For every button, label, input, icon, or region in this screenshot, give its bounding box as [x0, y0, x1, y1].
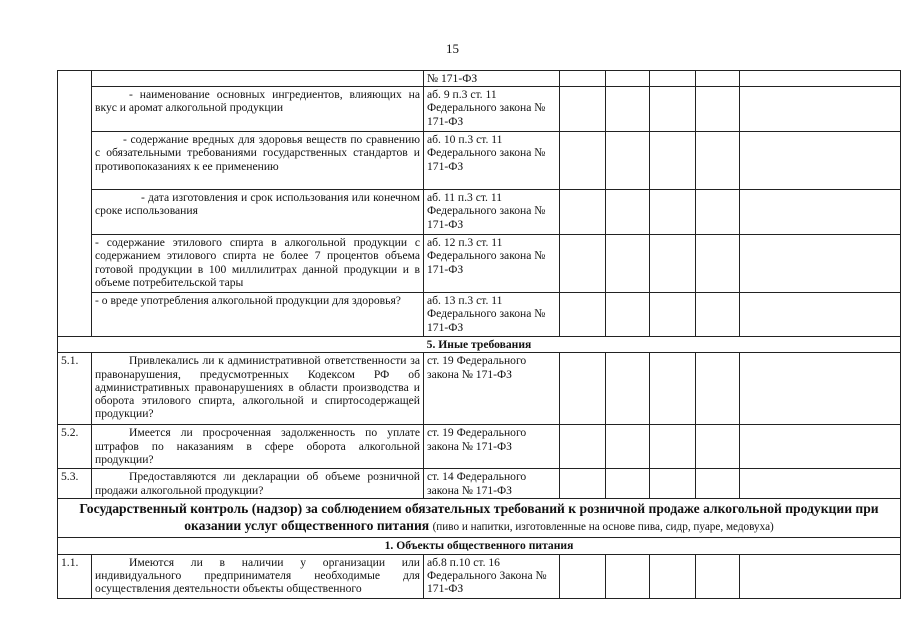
- answer-cell[interactable]: [696, 235, 740, 293]
- answer-no-cell[interactable]: [606, 353, 650, 425]
- answer-cell[interactable]: [696, 469, 740, 499]
- answer-na-cell[interactable]: [650, 554, 696, 598]
- comment-cell[interactable]: [740, 554, 901, 598]
- answer-yes-cell[interactable]: [560, 71, 606, 87]
- comment-cell[interactable]: [740, 132, 901, 190]
- question-cell: Имеются ли в наличии у организации или индивидуального предпринимателя необходимые для осуществления деятельности объекты общественного: [92, 554, 424, 598]
- question-cell: - наименование основных ингредиентов, влияющих на вкус и аромат алкогольной продукции: [92, 87, 424, 132]
- answer-na-cell[interactable]: [650, 293, 696, 337]
- checklist-table: [57, 70, 901, 599]
- table-row: [58, 293, 901, 337]
- table-row: [58, 71, 901, 87]
- answer-na-cell[interactable]: [650, 132, 696, 190]
- answer-na-cell[interactable]: [650, 469, 696, 499]
- answer-no-cell[interactable]: [606, 554, 650, 598]
- answer-yes-cell[interactable]: [560, 132, 606, 190]
- question-cell: Предоставляются ли декларации об объеме розничной продажи алкогольной продукции?: [92, 469, 424, 499]
- answer-yes-cell[interactable]: [560, 293, 606, 337]
- answer-na-cell[interactable]: [650, 235, 696, 293]
- page-number: 15: [446, 41, 459, 56]
- item-number: 1.1.: [58, 554, 92, 598]
- control-title-text: Государственный контроль (надзор) за соблюдением обязательных требований к розничной продаже алкогольной продукции при оказании услуг общественного питания: [79, 501, 879, 534]
- answer-cell[interactable]: [696, 87, 740, 132]
- comment-cell[interactable]: [740, 71, 901, 87]
- answer-cell[interactable]: [696, 293, 740, 337]
- answer-cell[interactable]: [696, 554, 740, 598]
- answer-na-cell[interactable]: [650, 87, 696, 132]
- answer-na-cell[interactable]: [650, 190, 696, 235]
- answer-na-cell[interactable]: [650, 425, 696, 469]
- table-row: [58, 469, 901, 499]
- question-cell: - дата изготовления и срок использования или конечном сроке использования: [92, 190, 424, 235]
- table-row: [58, 132, 901, 190]
- question-cell: - о вреде употребления алкогольной продукции для здоровья?: [92, 293, 424, 337]
- answer-no-cell[interactable]: [606, 132, 650, 190]
- answer-na-cell[interactable]: [650, 353, 696, 425]
- answer-yes-cell[interactable]: [560, 353, 606, 425]
- answer-yes-cell[interactable]: [560, 469, 606, 499]
- reference-cell: ст. 19 Федерального закона № 171-ФЗ: [424, 425, 560, 469]
- section-title: 1. Объекты общественного питания: [58, 538, 901, 554]
- answer-no-cell[interactable]: [606, 235, 650, 293]
- answer-no-cell[interactable]: [606, 469, 650, 499]
- answer-no-cell[interactable]: [606, 190, 650, 235]
- answer-cell[interactable]: [696, 132, 740, 190]
- reference-cell: аб. 11 п.3 ст. 11 Федерального закона № 171-ФЗ: [424, 190, 560, 235]
- comment-cell[interactable]: [740, 469, 901, 499]
- answer-no-cell[interactable]: [606, 293, 650, 337]
- question-cell: - содержание этилового спирта в алкогольной продукции с содержанием этилового спирта не более 7 процентов объема готовой продукции в 100 миллилитрах данной продукции и в объеме потребительской тары: [92, 235, 424, 293]
- table-row: [58, 190, 901, 235]
- answer-na-cell[interactable]: [650, 71, 696, 87]
- control-title-note: (пиво и напитки, изготовленные на основе пива, сидр, пуаре, медовуха): [432, 521, 774, 534]
- answer-yes-cell[interactable]: [560, 554, 606, 598]
- control-header-row: [58, 499, 901, 538]
- reference-cell: ст. 14 Федерального закона № 171-ФЗ: [424, 469, 560, 499]
- item-number: 5.3.: [58, 469, 92, 499]
- comment-cell[interactable]: [740, 293, 901, 337]
- question-cell: Имеется ли просроченная задолженность по уплате штрафов по наказаниям в сфере оборота алкогольной продукции?: [92, 425, 424, 469]
- number-cell: [58, 71, 92, 337]
- comment-cell[interactable]: [740, 235, 901, 293]
- comment-cell[interactable]: [740, 190, 901, 235]
- section-header-row: [58, 337, 901, 353]
- reference-cell: аб. 10 п.3 ст. 11 Федерального закона № 171-ФЗ: [424, 132, 560, 190]
- table-row: [58, 353, 901, 425]
- question-cell: Привлекались ли к административной ответственности за правонарушения, предусмотренных Кодексом РФ об административных правонарушениях в области производства и оборота этилового спирта, алкогольной и спиртосодержащей продукции?: [92, 353, 424, 425]
- section-header-row: [58, 538, 901, 554]
- question-cell: - содержание вредных для здоровья веществ по сравнению с обязательными требованиями государственных стандартов и противопоказаниях к ее применению: [92, 132, 424, 190]
- answer-yes-cell[interactable]: [560, 87, 606, 132]
- answer-no-cell[interactable]: [606, 425, 650, 469]
- reference-cell: аб. 13 п.3 ст. 11 Федерального закона № 171-ФЗ: [424, 293, 560, 337]
- table-row: [58, 425, 901, 469]
- comment-cell[interactable]: [740, 87, 901, 132]
- control-section-title: [58, 499, 901, 538]
- answer-no-cell[interactable]: [606, 71, 650, 87]
- table-row: [58, 87, 901, 132]
- comment-cell[interactable]: [740, 425, 901, 469]
- section-title: 5. Иные требования: [58, 337, 901, 353]
- answer-cell[interactable]: [696, 190, 740, 235]
- reference-cell: аб. 12 п.3 ст. 11 Федерального закона № 171-ФЗ: [424, 235, 560, 293]
- reference-cell: аб. 9 п.3 ст. 11 Федерального закона № 171-ФЗ: [424, 87, 560, 132]
- answer-cell[interactable]: [696, 425, 740, 469]
- answer-no-cell[interactable]: [606, 87, 650, 132]
- comment-cell[interactable]: [740, 353, 901, 425]
- reference-cell: № 171-ФЗ: [424, 71, 560, 87]
- answer-yes-cell[interactable]: [560, 425, 606, 469]
- answer-cell[interactable]: [696, 71, 740, 87]
- answer-yes-cell[interactable]: [560, 190, 606, 235]
- answer-yes-cell[interactable]: [560, 235, 606, 293]
- reference-cell: ст. 19 Федерального закона № 171-ФЗ: [424, 353, 560, 425]
- question-cell: [92, 71, 424, 87]
- reference-cell: аб.8 п.10 ст. 16 Федерального Закона № 171-ФЗ: [424, 554, 560, 598]
- item-number: 5.1.: [58, 353, 92, 425]
- item-number: 5.2.: [58, 425, 92, 469]
- answer-cell[interactable]: [696, 353, 740, 425]
- table-row: [58, 235, 901, 293]
- table-row: [58, 554, 901, 598]
